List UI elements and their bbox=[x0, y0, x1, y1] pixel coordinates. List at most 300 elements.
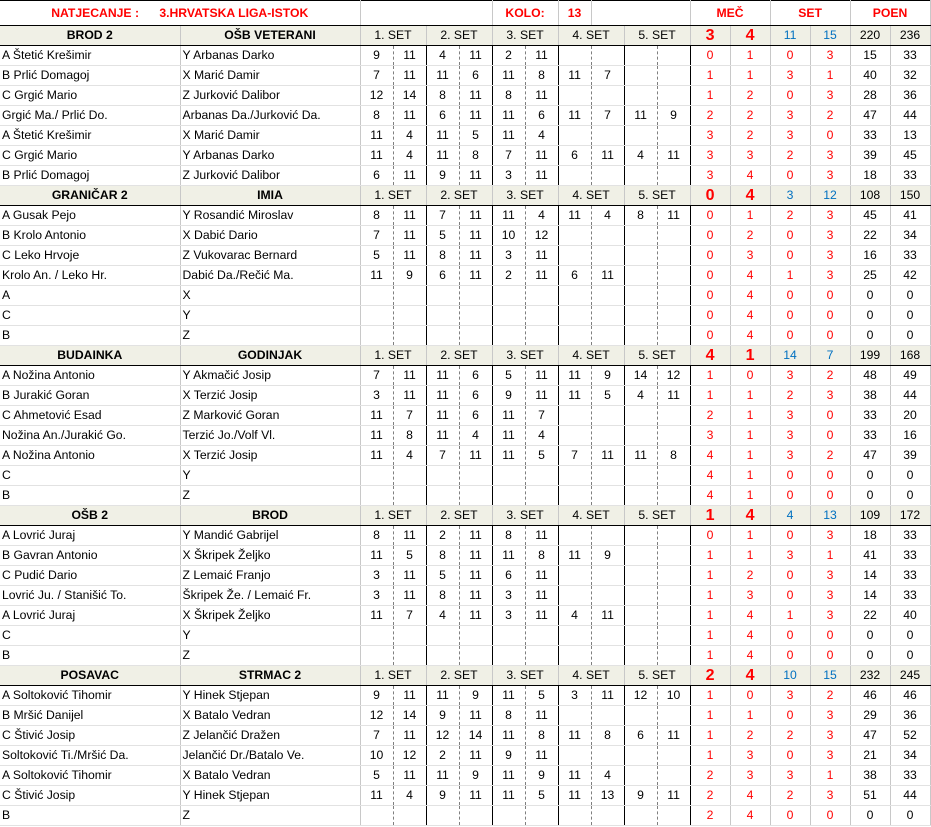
home-player: Krolo An. / Leko Hr. bbox=[0, 266, 180, 286]
set-score bbox=[558, 466, 591, 486]
poen-home: 0 bbox=[850, 486, 890, 506]
set-score bbox=[426, 646, 459, 666]
set-score bbox=[657, 426, 690, 446]
set-header-5: 5. SET bbox=[624, 346, 690, 366]
away-player: X Batalo Vedran bbox=[180, 706, 360, 726]
home-player: A Štetić Krešimir bbox=[0, 46, 180, 66]
poen-away: 0 bbox=[890, 306, 930, 326]
away-player: Terzić Jo./Volf Vl. bbox=[180, 426, 360, 446]
set-header-5: 5. SET bbox=[624, 506, 690, 526]
set-score: 8 bbox=[492, 706, 525, 726]
set-score: 11 bbox=[558, 366, 591, 386]
set-score: 7 bbox=[558, 446, 591, 466]
set-score bbox=[591, 286, 624, 306]
set-score: 5 bbox=[525, 786, 558, 806]
set-score bbox=[393, 806, 426, 826]
set-score bbox=[624, 66, 657, 86]
set-score: 6 bbox=[492, 566, 525, 586]
set-score: 9 bbox=[624, 786, 657, 806]
set-score: 6 bbox=[525, 106, 558, 126]
mec-home: 1 bbox=[690, 626, 730, 646]
set-score bbox=[591, 806, 624, 826]
mec-home: 2 bbox=[690, 766, 730, 786]
set-score: 7 bbox=[393, 606, 426, 626]
set-score: 9 bbox=[591, 366, 624, 386]
set-score bbox=[591, 746, 624, 766]
set-score: 9 bbox=[360, 46, 393, 66]
set-score: 8 bbox=[360, 526, 393, 546]
set-score: 11 bbox=[657, 146, 690, 166]
set-score: 11 bbox=[525, 266, 558, 286]
set-score bbox=[558, 646, 591, 666]
set-score bbox=[558, 426, 591, 446]
set-score bbox=[360, 806, 393, 826]
set-score bbox=[657, 246, 690, 266]
set-score: 4 bbox=[393, 446, 426, 466]
set-score bbox=[492, 326, 525, 346]
poen-home: 16 bbox=[850, 246, 890, 266]
set-score: 11 bbox=[558, 726, 591, 746]
mec-away: 4 bbox=[730, 646, 770, 666]
poen-home: 21 bbox=[850, 746, 890, 766]
home-player: C Ahmetović Esad bbox=[0, 406, 180, 426]
set-away: 2 bbox=[810, 106, 850, 126]
set-score: 9 bbox=[360, 686, 393, 706]
set-score: 5 bbox=[492, 366, 525, 386]
set-home: 0 bbox=[770, 526, 810, 546]
poen-away: 41 bbox=[890, 206, 930, 226]
game-row bbox=[0, 46, 930, 66]
home-player: B Krolo Antonio bbox=[0, 226, 180, 246]
set-score: 11 bbox=[525, 606, 558, 626]
set-score bbox=[393, 466, 426, 486]
set-score: 11 bbox=[459, 246, 492, 266]
set-score: 7 bbox=[360, 66, 393, 86]
set-score: 14 bbox=[393, 706, 426, 726]
set-header-4: 4. SET bbox=[558, 346, 624, 366]
game-row bbox=[0, 686, 930, 706]
set-score bbox=[591, 226, 624, 246]
set-score: 6 bbox=[624, 726, 657, 746]
set-away: 0 bbox=[810, 406, 850, 426]
poen-away: 0 bbox=[890, 326, 930, 346]
set-score: 11 bbox=[393, 386, 426, 406]
set-score: 11 bbox=[459, 166, 492, 186]
set-score bbox=[624, 426, 657, 446]
mec-home-total: 1 bbox=[690, 506, 730, 526]
set-score bbox=[657, 706, 690, 726]
poen-home-total: 199 bbox=[850, 346, 890, 366]
set-score bbox=[558, 486, 591, 506]
poen-home: 48 bbox=[850, 366, 890, 386]
set-score bbox=[459, 626, 492, 646]
set-away: 0 bbox=[810, 326, 850, 346]
set-score: 11 bbox=[525, 246, 558, 266]
poen-away: 32 bbox=[890, 66, 930, 86]
poen-home: 18 bbox=[850, 166, 890, 186]
poen-home: 38 bbox=[850, 766, 890, 786]
poen-away: 33 bbox=[890, 566, 930, 586]
set-score bbox=[360, 306, 393, 326]
game-row bbox=[0, 766, 930, 786]
set-score bbox=[360, 486, 393, 506]
poen-away: 0 bbox=[890, 466, 930, 486]
home-player: B bbox=[0, 326, 180, 346]
set-score: 11 bbox=[525, 586, 558, 606]
set-away: 3 bbox=[810, 746, 850, 766]
poen-away: 49 bbox=[890, 366, 930, 386]
set-score: 11 bbox=[525, 146, 558, 166]
away-player: Škripek Že. / Lemaić Fr. bbox=[180, 586, 360, 606]
away-player: Dabić Da./Rečić Ma. bbox=[180, 266, 360, 286]
set-away: 3 bbox=[810, 166, 850, 186]
set-away: 3 bbox=[810, 566, 850, 586]
set-score bbox=[624, 246, 657, 266]
set-score bbox=[459, 466, 492, 486]
poen-home: 33 bbox=[850, 126, 890, 146]
poen-home: 51 bbox=[850, 786, 890, 806]
set-score bbox=[525, 326, 558, 346]
set-home: 3 bbox=[770, 66, 810, 86]
game-row bbox=[0, 526, 930, 546]
set-home: 0 bbox=[770, 46, 810, 66]
set-score bbox=[492, 486, 525, 506]
mec-home: 3 bbox=[690, 426, 730, 446]
set-score: 11 bbox=[459, 586, 492, 606]
match-header-row bbox=[0, 186, 930, 206]
home-player: B bbox=[0, 486, 180, 506]
mec-away: 0 bbox=[730, 686, 770, 706]
poen-away: 44 bbox=[890, 786, 930, 806]
set-score bbox=[525, 626, 558, 646]
set-score: 11 bbox=[459, 106, 492, 126]
set-score: 11 bbox=[459, 606, 492, 626]
set-score bbox=[624, 406, 657, 426]
home-player: Soltoković Ti./Mršić Da. bbox=[0, 746, 180, 766]
set-score: 11 bbox=[492, 766, 525, 786]
set-score: 11 bbox=[393, 106, 426, 126]
set-score: 3 bbox=[492, 246, 525, 266]
set-score bbox=[657, 586, 690, 606]
set-header-4: 4. SET bbox=[558, 506, 624, 526]
set-score bbox=[492, 466, 525, 486]
set-home: 3 bbox=[770, 106, 810, 126]
game-row bbox=[0, 206, 930, 226]
poen-home-total: 108 bbox=[850, 186, 890, 206]
set-score bbox=[459, 326, 492, 346]
set-score: 8 bbox=[525, 66, 558, 86]
title-row bbox=[0, 1, 930, 26]
set-away: 3 bbox=[810, 526, 850, 546]
away-player: X Terzić Josip bbox=[180, 386, 360, 406]
mec-away: 2 bbox=[730, 126, 770, 146]
poen-away: 36 bbox=[890, 86, 930, 106]
set-score bbox=[459, 486, 492, 506]
mec-home: 4 bbox=[690, 486, 730, 506]
set-score: 4 bbox=[426, 606, 459, 626]
set-score: 11 bbox=[492, 726, 525, 746]
set-away-total: 7 bbox=[810, 346, 850, 366]
poen-home: 0 bbox=[850, 306, 890, 326]
set-score: 11 bbox=[525, 46, 558, 66]
mec-home-total: 2 bbox=[690, 666, 730, 686]
home-player: C Štivić Josip bbox=[0, 786, 180, 806]
set-away: 3 bbox=[810, 146, 850, 166]
set-score: 9 bbox=[393, 266, 426, 286]
set-score: 11 bbox=[492, 546, 525, 566]
set-score: 3 bbox=[492, 606, 525, 626]
set-away: 3 bbox=[810, 206, 850, 226]
set-score: 11 bbox=[657, 386, 690, 406]
set-score: 4 bbox=[393, 786, 426, 806]
home-player: A Nožina Antonio bbox=[0, 446, 180, 466]
set-score: 5 bbox=[393, 546, 426, 566]
set-score bbox=[426, 806, 459, 826]
set-score: 5 bbox=[525, 686, 558, 706]
set-score bbox=[624, 306, 657, 326]
set-score: 11 bbox=[558, 546, 591, 566]
set-score bbox=[624, 566, 657, 586]
game-row bbox=[0, 326, 930, 346]
set-score bbox=[657, 806, 690, 826]
set-score: 11 bbox=[360, 266, 393, 286]
set-score bbox=[591, 646, 624, 666]
mec-home: 1 bbox=[690, 86, 730, 106]
set-score: 11 bbox=[624, 106, 657, 126]
set-score: 11 bbox=[591, 686, 624, 706]
set-score: 7 bbox=[426, 446, 459, 466]
set-home: 0 bbox=[770, 806, 810, 826]
set-score bbox=[624, 486, 657, 506]
away-player: Z bbox=[180, 486, 360, 506]
set-score: 2 bbox=[492, 46, 525, 66]
set-score bbox=[492, 646, 525, 666]
poen-away: 0 bbox=[890, 626, 930, 646]
set-home: 0 bbox=[770, 466, 810, 486]
poen-header: POEN bbox=[850, 1, 930, 26]
set-header-3: 3. SET bbox=[492, 346, 558, 366]
set-score: 14 bbox=[459, 726, 492, 746]
set-home: 1 bbox=[770, 266, 810, 286]
set-score bbox=[558, 806, 591, 826]
mec-away-total: 4 bbox=[730, 186, 770, 206]
set-score: 11 bbox=[657, 726, 690, 746]
poen-away: 33 bbox=[890, 586, 930, 606]
set-home: 1 bbox=[770, 606, 810, 626]
set-score: 11 bbox=[459, 746, 492, 766]
set-score: 11 bbox=[360, 146, 393, 166]
set-score: 11 bbox=[393, 246, 426, 266]
away-player: Y Hinek Stjepan bbox=[180, 686, 360, 706]
match-header-row bbox=[0, 666, 930, 686]
set-score: 11 bbox=[492, 406, 525, 426]
home-team: BUDAINKA bbox=[0, 346, 180, 366]
set-home: 2 bbox=[770, 206, 810, 226]
poen-away: 33 bbox=[890, 246, 930, 266]
home-player: A Lovrić Juraj bbox=[0, 606, 180, 626]
set-score: 11 bbox=[657, 786, 690, 806]
mec-home: 0 bbox=[690, 286, 730, 306]
home-player: Grgić Ma./ Prlić Do. bbox=[0, 106, 180, 126]
set-header-2: 2. SET bbox=[426, 506, 492, 526]
set-header-5: 5. SET bbox=[624, 26, 690, 46]
mec-home: 1 bbox=[690, 566, 730, 586]
set-header-3: 3. SET bbox=[492, 26, 558, 46]
set-score: 11 bbox=[426, 766, 459, 786]
game-row bbox=[0, 66, 930, 86]
poen-away-total: 236 bbox=[890, 26, 930, 46]
set-score: 11 bbox=[426, 146, 459, 166]
set-score bbox=[657, 326, 690, 346]
poen-home-total: 220 bbox=[850, 26, 890, 46]
mec-home-total: 0 bbox=[690, 186, 730, 206]
set-score: 11 bbox=[657, 206, 690, 226]
game-row bbox=[0, 466, 930, 486]
mec-home: 1 bbox=[690, 606, 730, 626]
mec-home: 1 bbox=[690, 546, 730, 566]
set-score: 5 bbox=[591, 386, 624, 406]
set-score bbox=[657, 546, 690, 566]
set-score: 11 bbox=[591, 266, 624, 286]
set-score bbox=[591, 586, 624, 606]
set-score: 11 bbox=[360, 426, 393, 446]
set-score bbox=[591, 426, 624, 446]
set-home: 2 bbox=[770, 146, 810, 166]
home-player: A Gusak Pejo bbox=[0, 206, 180, 226]
set-score bbox=[657, 646, 690, 666]
set-score bbox=[591, 486, 624, 506]
set-score bbox=[558, 586, 591, 606]
set-score: 11 bbox=[393, 366, 426, 386]
set-score: 6 bbox=[459, 386, 492, 406]
set-score: 9 bbox=[459, 766, 492, 786]
poen-away: 46 bbox=[890, 686, 930, 706]
set-score: 11 bbox=[525, 526, 558, 546]
set-header-5: 5. SET bbox=[624, 666, 690, 686]
set-score: 11 bbox=[558, 106, 591, 126]
home-player: B Jurakić Goran bbox=[0, 386, 180, 406]
set-away: 0 bbox=[810, 646, 850, 666]
game-row bbox=[0, 86, 930, 106]
set-away: 1 bbox=[810, 766, 850, 786]
away-player: X Marić Damir bbox=[180, 126, 360, 146]
mec-away: 3 bbox=[730, 766, 770, 786]
set-score: 4 bbox=[558, 606, 591, 626]
mec-away: 1 bbox=[730, 486, 770, 506]
set-score: 5 bbox=[426, 566, 459, 586]
set-score: 4 bbox=[525, 206, 558, 226]
set-score: 3 bbox=[360, 586, 393, 606]
set-score: 9 bbox=[426, 786, 459, 806]
competition-label: NATJECANJE : bbox=[51, 6, 140, 20]
set-score: 12 bbox=[360, 706, 393, 726]
away-team: GODINJAK bbox=[180, 346, 360, 366]
mec-home: 4 bbox=[690, 466, 730, 486]
poen-away: 33 bbox=[890, 166, 930, 186]
set-score: 7 bbox=[426, 206, 459, 226]
set-score: 11 bbox=[360, 406, 393, 426]
set-score: 5 bbox=[525, 446, 558, 466]
poen-away: 33 bbox=[890, 526, 930, 546]
away-player: Y bbox=[180, 306, 360, 326]
mec-home: 1 bbox=[690, 386, 730, 406]
home-player: Lovrić Ju. / Stanišić To. bbox=[0, 586, 180, 606]
set-away: 3 bbox=[810, 606, 850, 626]
poen-away: 34 bbox=[890, 226, 930, 246]
set-score: 6 bbox=[360, 166, 393, 186]
set-score: 11 bbox=[360, 446, 393, 466]
set-score: 6 bbox=[558, 266, 591, 286]
set-score: 5 bbox=[459, 126, 492, 146]
poen-home: 15 bbox=[850, 46, 890, 66]
away-team: BROD bbox=[180, 506, 360, 526]
mec-home: 1 bbox=[690, 586, 730, 606]
set-score: 8 bbox=[624, 206, 657, 226]
set-score bbox=[657, 66, 690, 86]
mec-away: 4 bbox=[730, 786, 770, 806]
set-score: 9 bbox=[426, 166, 459, 186]
mec-away: 3 bbox=[730, 246, 770, 266]
poen-home: 47 bbox=[850, 726, 890, 746]
mec-home: 2 bbox=[690, 406, 730, 426]
set-score bbox=[426, 466, 459, 486]
set-score bbox=[558, 306, 591, 326]
set-score bbox=[393, 626, 426, 646]
set-home: 0 bbox=[770, 646, 810, 666]
poen-away: 33 bbox=[890, 46, 930, 66]
mec-home: 1 bbox=[690, 706, 730, 726]
set-score: 5 bbox=[426, 226, 459, 246]
set-score bbox=[393, 306, 426, 326]
mec-home: 3 bbox=[690, 146, 730, 166]
set-score: 8 bbox=[426, 86, 459, 106]
set-score: 11 bbox=[525, 366, 558, 386]
away-player: Z Marković Goran bbox=[180, 406, 360, 426]
set-score: 4 bbox=[393, 126, 426, 146]
set-score: 11 bbox=[360, 126, 393, 146]
set-score: 11 bbox=[591, 146, 624, 166]
home-player: B Prlić Domagoj bbox=[0, 66, 180, 86]
set-score: 11 bbox=[459, 206, 492, 226]
set-away: 1 bbox=[810, 66, 850, 86]
poen-away: 42 bbox=[890, 266, 930, 286]
poen-home: 0 bbox=[850, 646, 890, 666]
poen-home: 38 bbox=[850, 386, 890, 406]
set-score: 8 bbox=[426, 246, 459, 266]
set-score: 11 bbox=[426, 426, 459, 446]
mec-away: 2 bbox=[730, 106, 770, 126]
set-score: 11 bbox=[393, 46, 426, 66]
mec-away: 4 bbox=[730, 626, 770, 646]
away-team: STRMAC 2 bbox=[180, 666, 360, 686]
set-home: 0 bbox=[770, 746, 810, 766]
home-player: B Prlić Domagoj bbox=[0, 166, 180, 186]
mec-away: 4 bbox=[730, 266, 770, 286]
set-score: 11 bbox=[393, 586, 426, 606]
set-score: 11 bbox=[393, 526, 426, 546]
game-row bbox=[0, 246, 930, 266]
set-score bbox=[360, 326, 393, 346]
set-score: 8 bbox=[657, 446, 690, 466]
away-player: Z Jurković Dalibor bbox=[180, 166, 360, 186]
set-score: 13 bbox=[591, 786, 624, 806]
set-score: 14 bbox=[393, 86, 426, 106]
set-score bbox=[492, 806, 525, 826]
set-score: 7 bbox=[393, 406, 426, 426]
set-score bbox=[459, 306, 492, 326]
set-score: 11 bbox=[426, 386, 459, 406]
game-row bbox=[0, 626, 930, 646]
